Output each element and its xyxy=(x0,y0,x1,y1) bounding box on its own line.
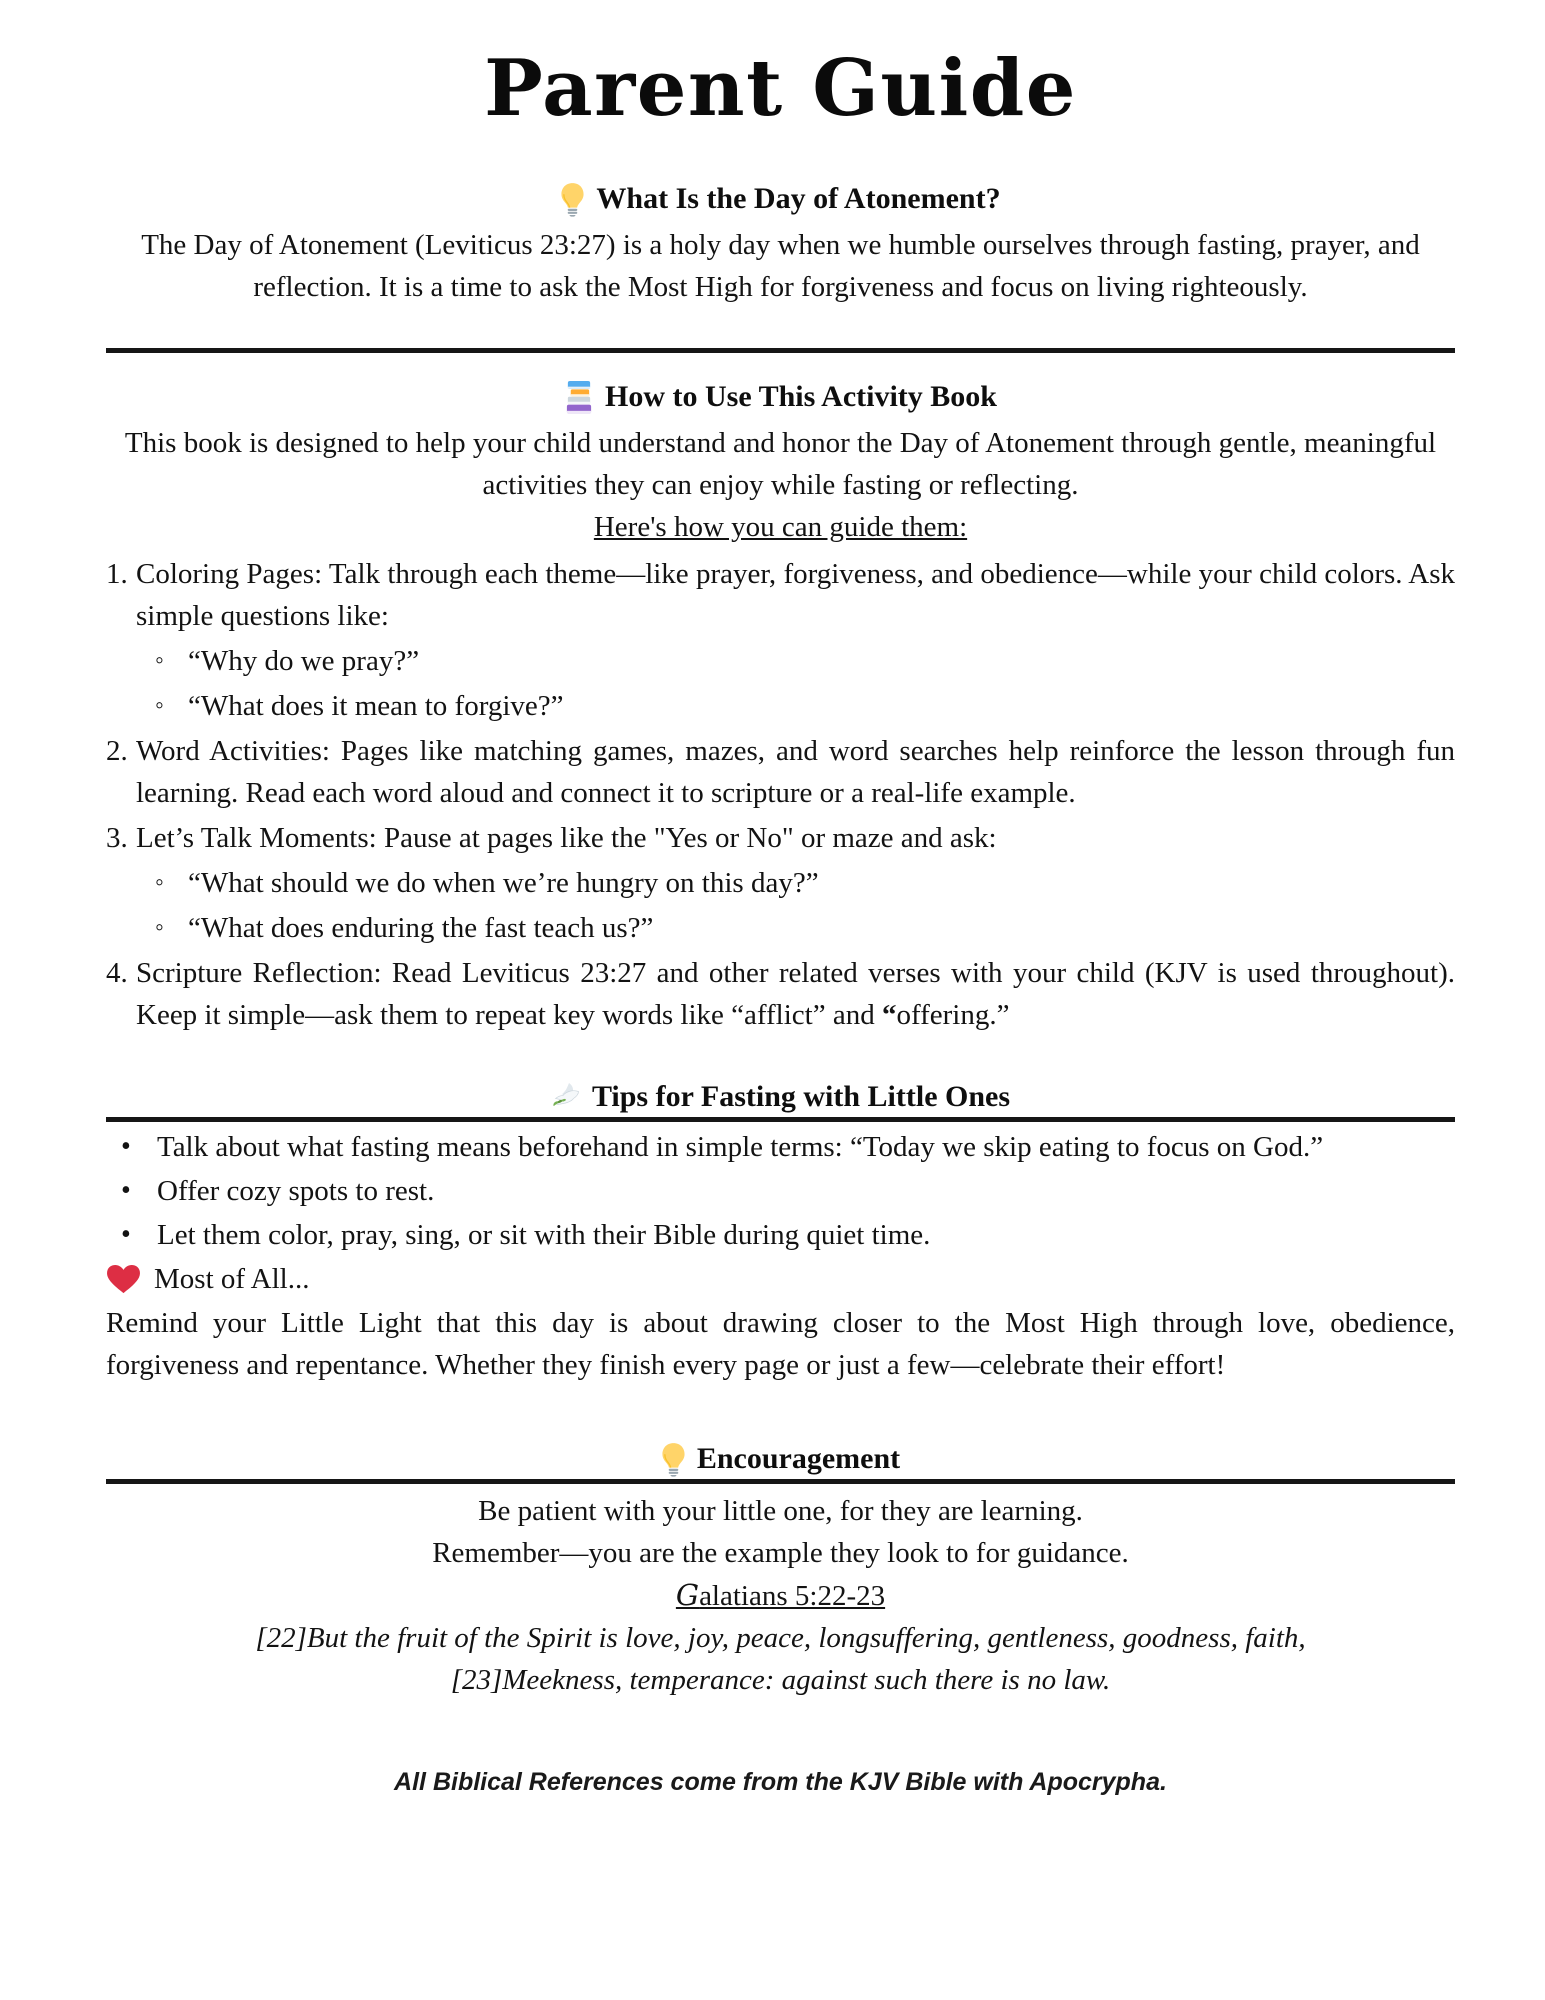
encouragement-heading-row xyxy=(106,1440,1455,1478)
step-3 xyxy=(106,817,1455,859)
tip-item xyxy=(106,1126,1455,1168)
howto-steps xyxy=(106,553,1455,1036)
footer-note: All Biblical References come from the KJV Bible with Apocrypha. xyxy=(394,1768,1167,1796)
step-number: 2. xyxy=(106,735,128,767)
step-text: Word Activities: Pages like matching games, mazes, and word searches help reinforce the lesson through fun learning. Read each word aloud and connect it to scripture or a real-life example. xyxy=(136,735,1455,809)
step-number: 1. xyxy=(106,558,128,590)
verse-reference: Galatians 5:22-23 xyxy=(675,1578,886,1612)
dove-icon xyxy=(551,1082,581,1112)
tip-text: • Offer cozy spots to rest. xyxy=(157,1175,435,1207)
tips-heading-row xyxy=(106,1078,1455,1116)
step-1-question-1 xyxy=(152,640,1455,682)
step-2 xyxy=(106,730,1455,814)
lightbulb-icon xyxy=(560,182,585,217)
step-1 xyxy=(106,553,1455,637)
tips-body: Remind your Little Light that this day is about drawing closer to the Most High through love, obedience, forgiveness and repentance. Whether they finish every page or just a few—celebrate their effort! xyxy=(106,1307,1455,1381)
step-3-question-1 xyxy=(152,862,1455,904)
step-text: Scripture Reflection: Read Leviticus 23:27 and other related verses with your child (KJV is used throughout). Keep it simple—ask them to repeat key words like “afflict” and “offering.” xyxy=(136,957,1455,1031)
question-text: ◦ “What does it mean to forgive?” xyxy=(188,690,564,722)
section-divider xyxy=(106,1117,1455,1122)
tips-heading: Tips for Fasting with Little Ones xyxy=(591,1080,1011,1113)
most-of-all-row xyxy=(106,1258,1455,1300)
question-text: ◦ “What does enduring the fast teach us?” xyxy=(188,912,654,944)
atonement-heading: What Is the Day of Atonement? xyxy=(596,182,1001,215)
books-icon xyxy=(564,381,594,414)
encouragement-lines xyxy=(106,1490,1455,1701)
step-text: Coloring Pages: Talk through each theme—like prayer, forgiveness, and obedience—while your child colors. Ask simple questions like: xyxy=(136,558,1455,632)
section-divider xyxy=(106,348,1455,353)
section-divider xyxy=(106,1479,1455,1484)
tip-text: • Talk about what fasting means beforehand in simple terms: “Today we skip eating to focus on God.” xyxy=(157,1131,1324,1163)
atonement-heading-row xyxy=(106,180,1455,218)
heart-icon xyxy=(106,1264,141,1295)
tip-text: • Let them color, pray, sing, or sit with their Bible during quiet time. xyxy=(157,1219,931,1251)
howto-lead: Here's how you can guide them: xyxy=(593,511,968,543)
encouragement-line: Remember—you are the example they look to for guidance. xyxy=(432,1537,1129,1569)
encouragement-line: Be patient with your little one, for they are learning. xyxy=(478,1495,1083,1527)
howto-heading: How to Use This Activity Book xyxy=(605,380,997,413)
tips-list xyxy=(106,1126,1455,1256)
verse-line: [22]But the fruit of the Spirit is love, joy, peace, longsuffering, gentleness, goodness, faith, xyxy=(255,1622,1306,1654)
encouragement-heading: Encouragement xyxy=(696,1442,901,1475)
step-number: 3. xyxy=(106,822,128,854)
page-title: Parent Guide xyxy=(484,43,1077,134)
step-4 xyxy=(106,952,1455,1036)
most-of-all-label: Most of All... xyxy=(154,1263,310,1295)
question-text: ◦ “What should we do when we’re hungry on this day?” xyxy=(188,867,819,899)
step-1-question-2 xyxy=(152,685,1455,727)
step-number: 4. xyxy=(106,957,128,989)
lightbulb-icon xyxy=(661,1442,686,1477)
verse-line: [23]Meekness, temperance: against such there is no law. xyxy=(450,1664,1111,1696)
question-text: ◦ “Why do we pray?” xyxy=(188,645,420,677)
tip-item xyxy=(106,1214,1455,1256)
step-text: Let’s Talk Moments: Pause at pages like the "Yes or No" or maze and ask: xyxy=(136,822,997,854)
howto-heading-row xyxy=(106,378,1455,416)
tip-item xyxy=(106,1170,1455,1212)
bold-open-quote: “ xyxy=(881,999,897,1031)
step-3-question-2 xyxy=(152,907,1455,949)
atonement-body: The Day of Atonement (Leviticus 23:27) is a holy day when we humble ourselves through fasting, prayer, and reflection. It is a time to ask the Most High for forgiveness and focus on living righteously. xyxy=(141,229,1420,303)
howto-intro: This book is designed to help your child understand and honor the Day of Atonement through gentle, meaningful activities they can enjoy while fasting or reflecting. xyxy=(124,427,1437,501)
